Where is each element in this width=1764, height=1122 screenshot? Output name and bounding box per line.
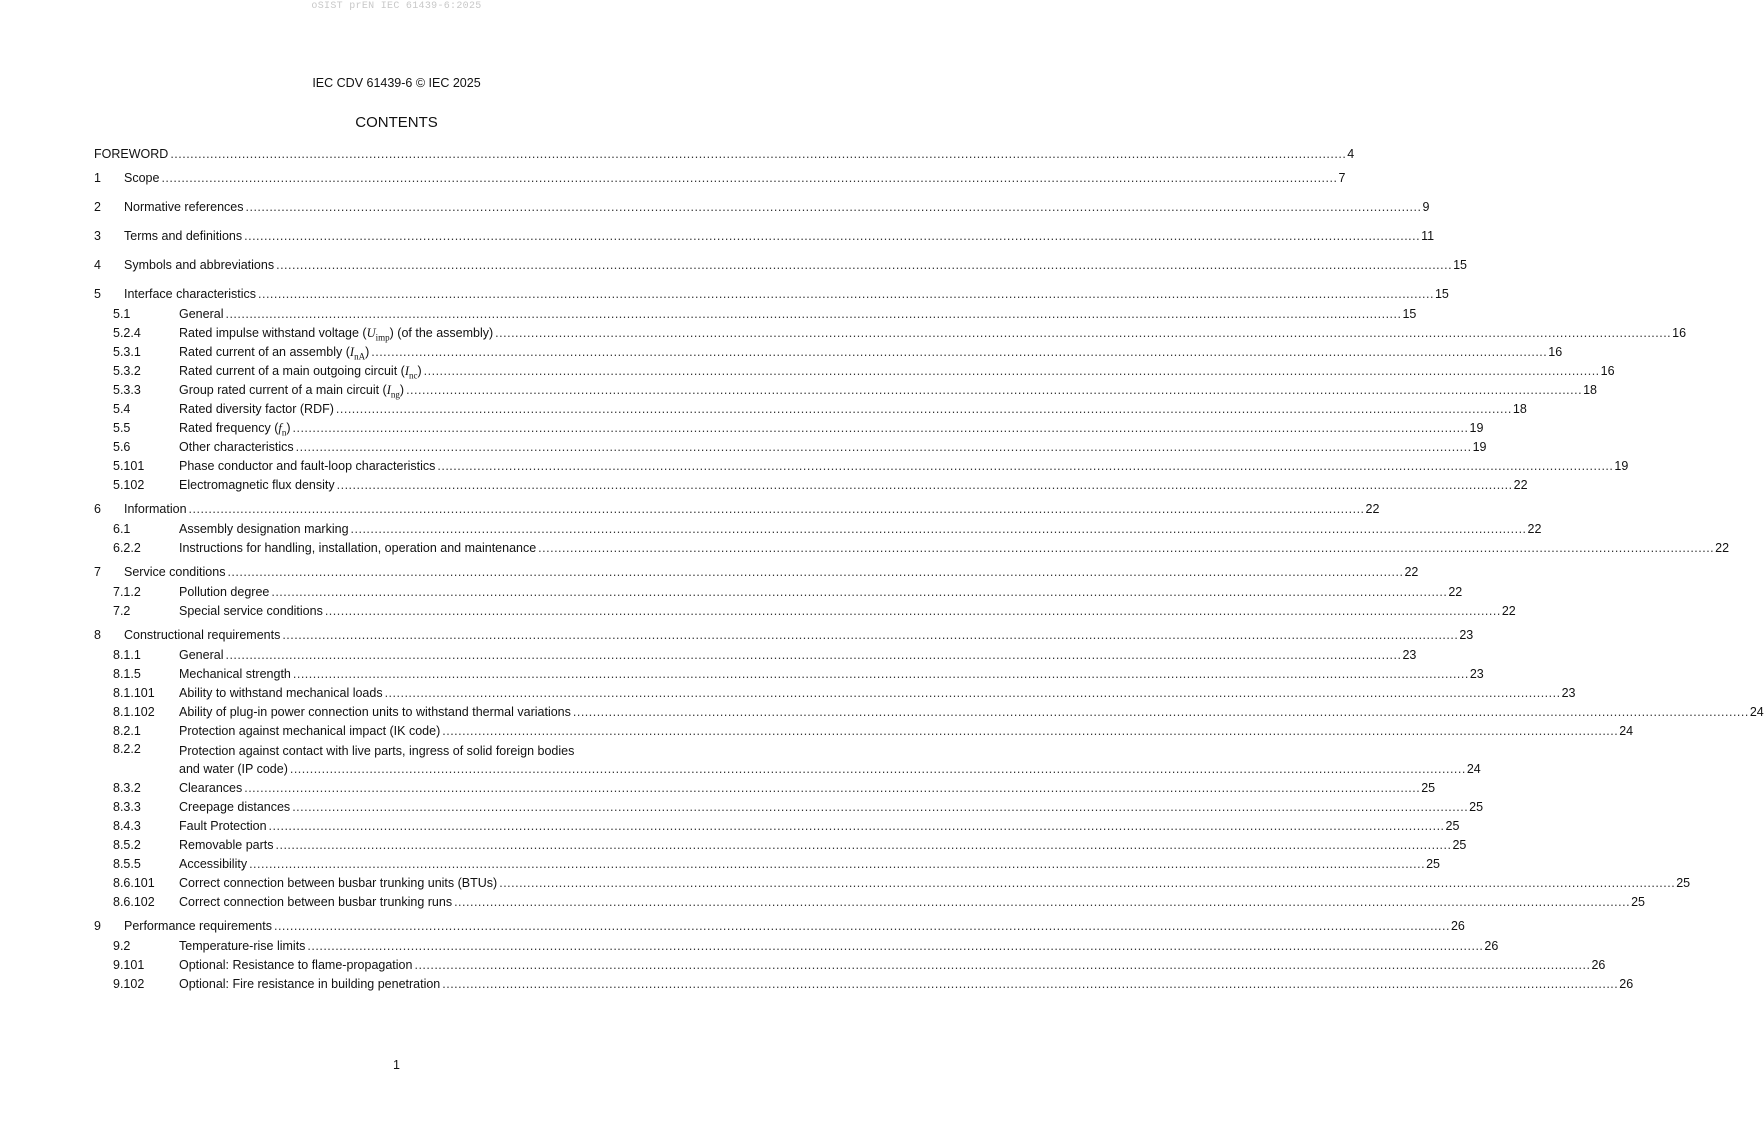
title-text: Rated current of an assembly ( [179, 345, 350, 359]
toc-entry-title: FOREWORD [94, 145, 170, 164]
dot-leader [290, 760, 1466, 779]
dot-leader [371, 343, 1547, 362]
toc-entry[interactable] [94, 703, 1764, 722]
toc-entry-title: Rated diversity factor (RDF) [179, 400, 336, 419]
toc-entry[interactable] [94, 400, 1527, 419]
toc-entry-page: 18 [1583, 383, 1597, 397]
dot-leader [325, 602, 1501, 621]
toc-entry-title: Ability of plug-in power connection units to withstand thermal variations [179, 703, 573, 722]
toc-entry-number: 8.6.102 [113, 895, 155, 909]
toc-entry[interactable] [94, 779, 1436, 798]
toc-entry-title: Interface characteristics [124, 280, 258, 309]
dot-leader [442, 975, 1618, 994]
toc-entry-title: Electromagnetic flux density [179, 476, 337, 495]
toc-entry-title: Instructions for handling, installation, operation and maintenance [179, 539, 538, 558]
toc-entry-title: Performance requirements [124, 912, 274, 941]
toc-entry[interactable] [94, 520, 1542, 539]
toc-entry-page: 24 [1466, 762, 1481, 776]
dot-leader [437, 457, 1613, 476]
toc-entry-number: 8.3.2 [113, 781, 141, 795]
symbol-subscript: n [281, 427, 287, 438]
toc-entry-page: 25 [1421, 781, 1436, 795]
toc-entry-number: 5.3.2 [113, 364, 141, 378]
dot-leader [499, 874, 1675, 893]
toc-entry-title: Information [124, 495, 189, 524]
toc-entry-page: 4 [1347, 147, 1355, 161]
toc-entry-title: Assembly designation marking [179, 520, 351, 539]
toc-entry-page: 22 [1513, 478, 1528, 492]
toc-entry[interactable] [94, 665, 1484, 684]
table-of-contents [94, 145, 1764, 994]
title-text: ) [417, 364, 422, 378]
dot-leader [293, 665, 1469, 684]
toc-entry[interactable] [94, 817, 1460, 836]
toc-entry-page: 24 [1619, 724, 1634, 738]
toc-entry-number: 5.101 [113, 459, 145, 473]
toc-entry-number: 5.3.1 [113, 345, 141, 359]
dot-leader [271, 583, 1447, 602]
dot-leader [337, 476, 1513, 495]
toc-entry-number: 5.102 [113, 478, 145, 492]
toc-entry-number: 9.101 [113, 958, 145, 972]
toc-entry[interactable] [94, 583, 1463, 602]
document-header: IEC CDV 61439-6 © IEC 2025 [312, 76, 481, 90]
toc-entry-number: 7 [94, 565, 101, 579]
toc-entry-page: 25 [1426, 857, 1440, 871]
toc-entry-title: Pollution degree [179, 583, 271, 602]
dot-leader [296, 438, 1472, 457]
toc-entry-title: Terms and definitions [124, 222, 244, 251]
toc-entry[interactable] [94, 722, 1634, 741]
toc-entry-page: 25 [1452, 838, 1467, 852]
toc-entry[interactable] [94, 324, 1687, 343]
dot-leader [292, 798, 1468, 817]
dot-leader [276, 251, 1452, 280]
toc-entry[interactable] [94, 684, 1576, 703]
toc-entry[interactable] [94, 937, 1499, 956]
toc-entry-page: 22 [1365, 502, 1380, 516]
page-number: 1 [393, 1058, 400, 1072]
title-text: Rated frequency ( [179, 421, 279, 435]
toc-entry[interactable] [94, 836, 1467, 855]
toc-entry-number: 9.102 [113, 977, 145, 991]
math-symbol [349, 345, 366, 362]
toc-entry[interactable] [94, 419, 1484, 438]
math-symbol [404, 364, 418, 381]
toc-entry-page: 22 [1501, 604, 1516, 618]
toc-entry-title-continued: and water (IP code) [179, 760, 290, 779]
toc-entry-title: Special service conditions [179, 602, 325, 621]
toc-entry-number: 5.2.4 [113, 326, 141, 340]
toc-entry-page: 26 [1619, 977, 1634, 991]
toc-entry-title: Scope [124, 164, 161, 193]
dot-leader [336, 400, 1512, 419]
title-text: ) [286, 421, 291, 435]
toc-entry[interactable] [94, 343, 1563, 362]
watermark: oSIST prEN IEC 61439-6:2025 [311, 1, 482, 12]
toc-entry-title: Phase conductor and fault-loop characteristics [179, 457, 437, 476]
toc-entry-page: 22 [1715, 541, 1730, 555]
title-text: ) [365, 345, 370, 359]
toc-entry-page: 22 [1404, 565, 1419, 579]
toc-entry-title: General [179, 646, 225, 665]
dot-leader [351, 520, 1527, 539]
toc-entry-number: 8.2.2 [113, 742, 141, 756]
toc-entry-title: Correct connection between busbar trunking runs [179, 893, 454, 912]
toc-entry-title: General [179, 305, 225, 324]
toc-entry-number: 8 [94, 628, 101, 642]
title-text: Rated current of a main outgoing circuit ( [179, 364, 405, 378]
toc-entry[interactable] [94, 145, 1355, 164]
symbol-subscript: imp [375, 332, 390, 343]
toc-entry-title: Mechanical strength [179, 665, 293, 684]
toc-entry[interactable] [94, 251, 1467, 280]
symbol: I [386, 383, 391, 397]
toc-entry-number: 8.1.101 [113, 686, 155, 700]
toc-entry[interactable] [94, 602, 1516, 621]
toc-entry-number: 5.4 [113, 402, 131, 416]
toc-entry-number: 9 [94, 919, 101, 933]
toc-entry[interactable] [94, 222, 1435, 251]
symbol-subscript: nA [354, 351, 366, 362]
toc-entry-number: 8.2.1 [113, 724, 141, 738]
toc-entry[interactable] [94, 646, 1417, 665]
toc-entry-page: 22 [1448, 585, 1463, 599]
dot-leader [161, 164, 1337, 193]
dot-leader [307, 937, 1483, 956]
title-text: Rated impulse withstand voltage ( [179, 326, 367, 340]
toc-entry-title: Ability to withstand mechanical loads [179, 684, 385, 703]
toc-entry-page: 24 [1749, 705, 1764, 719]
toc-entry-number: 8.1.1 [113, 648, 141, 662]
toc-entry-page: 11 [1421, 229, 1435, 243]
dot-leader [573, 703, 1749, 722]
toc-entry-page: 16 [1600, 364, 1615, 378]
toc-entry-page: 25 [1469, 800, 1484, 814]
toc-entry-number: 8.6.101 [113, 876, 155, 890]
toc-entry-number: 6.2.2 [113, 541, 141, 555]
toc-entry-title: Creepage distances [179, 798, 292, 817]
toc-entry[interactable] [94, 741, 1481, 779]
toc-entry-title: Normative references [124, 193, 246, 222]
toc-entry-title: Service conditions [124, 558, 227, 587]
toc-entry-number: 2 [94, 200, 101, 214]
toc-entry-title: Removable parts [179, 836, 276, 855]
toc-entry-page: 25 [1676, 876, 1691, 890]
toc-entry-number: 7.1.2 [113, 585, 141, 599]
toc-entry[interactable] [94, 305, 1417, 324]
dot-leader [244, 779, 1420, 798]
toc-entry-page: 23 [1469, 667, 1484, 681]
toc-entry-title: Accessibility [179, 855, 249, 874]
dot-leader [538, 539, 1714, 558]
toc-entry-number: 1 [94, 171, 101, 185]
toc-entry[interactable] [94, 457, 1629, 476]
toc-entry-number: 7.2 [113, 604, 131, 618]
toc-entry-number: 8.3.3 [113, 800, 141, 814]
toc-entry-title: Correct connection between busbar trunking units (BTUs) [179, 874, 499, 893]
symbol: U [366, 326, 376, 340]
toc-title: CONTENTS [355, 114, 438, 131]
toc-entry-page: 15 [1453, 258, 1467, 272]
toc-entry-page: 7 [1338, 171, 1346, 185]
toc-entry-number: 3 [94, 229, 101, 243]
toc-entry-page: 9 [1422, 200, 1430, 214]
toc-entry-page: 23 [1402, 648, 1417, 662]
toc-entry-number: 8.5.2 [113, 838, 141, 852]
toc-entry-number: 6.1 [113, 522, 131, 536]
toc-entry-title: Protection against mechanical impact (IK code) [179, 722, 442, 741]
toc-entry-number: 9.2 [113, 939, 131, 953]
dot-leader [170, 145, 1346, 164]
toc-entry-number: 8.4.3 [113, 819, 141, 833]
dot-leader [454, 893, 1630, 912]
dot-leader [269, 817, 1445, 836]
toc-entry-number: 8.1.5 [113, 667, 141, 681]
toc-entry-number: 5.5 [113, 421, 131, 435]
toc-entry[interactable] [94, 874, 1691, 893]
dot-leader [414, 956, 1590, 975]
toc-entry-title: Optional: Fire resistance in building penetration [179, 975, 442, 994]
toc-entry-title: Protection against contact with live parts, ingress of solid foreign bodies [179, 744, 575, 758]
toc-entry[interactable] [94, 476, 1528, 495]
toc-entry[interactable] [94, 438, 1487, 457]
dot-leader [424, 362, 1600, 381]
toc-entry-page: 16 [1672, 326, 1687, 340]
toc-entry-page: 26 [1591, 958, 1606, 972]
toc-entry-page: 26 [1450, 919, 1465, 933]
toc-entry-page: 19 [1614, 459, 1629, 473]
toc-entry-title: Clearances [179, 779, 244, 798]
toc-entry[interactable] [94, 893, 1645, 912]
toc-entry[interactable] [94, 164, 1346, 193]
toc-entry-page: 22 [1527, 522, 1542, 536]
symbol: f [278, 421, 282, 435]
toc-entry-title: Symbols and abbreviations [124, 251, 276, 280]
math-symbol [366, 326, 390, 343]
toc-entry-page: 23 [1561, 686, 1576, 700]
toc-entry-page: 16 [1548, 345, 1563, 359]
toc-entry-page: 26 [1484, 939, 1499, 953]
toc-entry-page: 18 [1512, 402, 1527, 416]
dot-leader [246, 193, 1422, 222]
title-text: Group rated current of a main circuit ( [179, 383, 387, 397]
dot-leader [244, 222, 1420, 251]
toc-entry[interactable] [94, 539, 1730, 558]
toc-entry[interactable] [94, 975, 1634, 994]
dot-leader [249, 855, 1425, 874]
toc-entry-number: 8.5.5 [113, 857, 141, 871]
toc-entry-title: Constructional requirements [124, 621, 282, 650]
toc-entry-number: 5 [94, 287, 101, 301]
toc-entry-page: 25 [1631, 895, 1645, 909]
dot-leader [385, 684, 1561, 703]
toc-entry-page: 15 [1402, 307, 1417, 321]
title-text: ) [399, 383, 405, 397]
toc-entry-number: 6 [94, 502, 101, 516]
toc-entry-number: 5.3.3 [113, 383, 141, 397]
toc-entry-number: 8.1.102 [113, 705, 155, 719]
dot-leader [276, 836, 1452, 855]
toc-entry-page: 19 [1469, 421, 1484, 435]
toc-entry[interactable] [94, 362, 1615, 381]
toc-entry-page: 15 [1434, 287, 1449, 301]
dot-leader [406, 381, 1582, 400]
dot-leader [225, 646, 1401, 665]
dot-leader [495, 324, 1671, 343]
toc-entry-number: 5.1 [113, 307, 131, 321]
dot-leader [293, 419, 1469, 438]
toc-entry-number: 4 [94, 258, 101, 272]
toc-entry-title: Fault Protection [179, 817, 269, 836]
toc-entry[interactable] [94, 193, 1430, 222]
toc-entry-title: Optional: Resistance to flame-propagation [179, 956, 414, 975]
title-text: ) (of the assembly) [389, 326, 494, 340]
symbol: I [404, 364, 409, 378]
toc-entry[interactable] [94, 855, 1440, 874]
toc-entry-title: Temperature-rise limits [179, 937, 307, 956]
toc-entry[interactable] [94, 381, 1597, 400]
toc-entry-page: 19 [1472, 440, 1487, 454]
toc-entry-title: Other characteristics [179, 438, 296, 457]
toc-entry-number: 5.6 [113, 440, 131, 454]
math-symbol [386, 383, 400, 400]
symbol: I [349, 345, 355, 359]
toc-entry[interactable] [94, 798, 1484, 817]
symbol-subscript: ng [390, 389, 400, 400]
dot-leader [442, 722, 1618, 741]
symbol-subscript: nc [408, 370, 418, 381]
toc-entry-page: 23 [1459, 628, 1474, 642]
toc-entry[interactable] [94, 956, 1606, 975]
dot-leader [225, 305, 1401, 324]
toc-entry-page: 25 [1445, 819, 1460, 833]
